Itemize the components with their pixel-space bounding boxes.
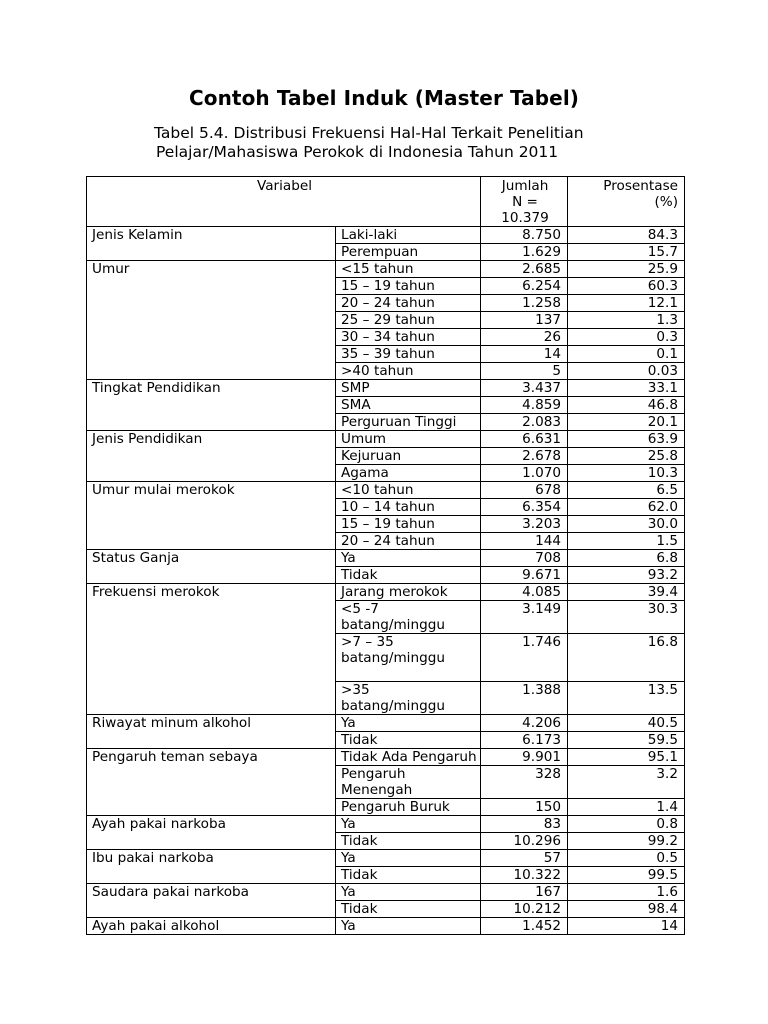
- jumlah-cell: 1.629: [481, 244, 568, 261]
- category-cell: Tidak: [336, 567, 481, 584]
- jumlah-cell: 10.322: [481, 867, 568, 884]
- table-row: [87, 749, 685, 766]
- header-prosentase-line-2: (%): [654, 194, 679, 210]
- variable-cell: Ibu pakai narkoba: [87, 850, 336, 884]
- table-row: [87, 227, 685, 244]
- category-cell: >35 batang/minggu: [336, 682, 481, 715]
- jumlah-cell: 137: [481, 312, 568, 329]
- category-cell: Ya: [336, 550, 481, 567]
- prosentase-cell: 12.1: [568, 295, 685, 312]
- jumlah-cell: 6.254: [481, 278, 568, 295]
- category-cell: Tidak: [336, 901, 481, 918]
- jumlah-cell: 9.671: [481, 567, 568, 584]
- table-row: [87, 482, 685, 499]
- table-row: [87, 884, 685, 901]
- jumlah-cell: 10.212: [481, 901, 568, 918]
- jumlah-cell: 1.258: [481, 295, 568, 312]
- category-cell: Ya: [336, 884, 481, 901]
- category-cell: Jarang merokok: [336, 584, 481, 601]
- jumlah-cell: 144: [481, 533, 568, 550]
- prosentase-cell: 10.3: [568, 465, 685, 482]
- category-cell: Pengaruh Buruk: [336, 799, 481, 816]
- header-jumlah-line-2: N =: [512, 194, 538, 210]
- prosentase-cell: 1.5: [568, 533, 685, 550]
- jumlah-cell: 328: [481, 766, 568, 799]
- category-cell: 15 – 19 tahun: [336, 278, 481, 295]
- caption-line-1: Tabel 5.4. Distribusi Frekuensi Hal-Hal Terkait Penelitian: [154, 124, 584, 142]
- category-cell: 20 – 24 tahun: [336, 295, 481, 312]
- jumlah-cell: 3.437: [481, 380, 568, 397]
- jumlah-cell: 6.173: [481, 732, 568, 749]
- jumlah-cell: 2.685: [481, 261, 568, 278]
- category-cell: Ya: [336, 850, 481, 867]
- prosentase-cell: 25.8: [568, 448, 685, 465]
- jumlah-cell: 678: [481, 482, 568, 499]
- prosentase-cell: 46.8: [568, 397, 685, 414]
- prosentase-cell: 99.2: [568, 833, 685, 850]
- header-variabel: Variabel: [87, 177, 481, 227]
- prosentase-cell: 1.3: [568, 312, 685, 329]
- prosentase-cell: 0.03: [568, 363, 685, 380]
- header-jumlah-line-1: Jumlah: [501, 178, 549, 194]
- jumlah-cell: 708: [481, 550, 568, 567]
- jumlah-cell: 4.206: [481, 715, 568, 732]
- category-cell: <15 tahun: [336, 261, 481, 278]
- variable-cell: Frekuensi merokok: [87, 584, 336, 715]
- jumlah-cell: 1.452: [481, 918, 568, 935]
- prosentase-cell: 60.3: [568, 278, 685, 295]
- prosentase-cell: 84.3: [568, 227, 685, 244]
- prosentase-cell: 59.5: [568, 732, 685, 749]
- jumlah-cell: 4.859: [481, 397, 568, 414]
- category-cell: Laki-laki: [336, 227, 481, 244]
- category-cell: 10 – 14 tahun: [336, 499, 481, 516]
- prosentase-cell: 0.5: [568, 850, 685, 867]
- jumlah-cell: 2.083: [481, 414, 568, 431]
- jumlah-cell: 9.901: [481, 749, 568, 766]
- prosentase-cell: 95.1: [568, 749, 685, 766]
- prosentase-cell: 93.2: [568, 567, 685, 584]
- jumlah-cell: 3.149: [481, 601, 568, 634]
- table-row: [87, 584, 685, 601]
- jumlah-cell: 83: [481, 816, 568, 833]
- prosentase-cell: 25.9: [568, 261, 685, 278]
- category-cell: SMP: [336, 380, 481, 397]
- jumlah-cell: 1.746: [481, 634, 568, 682]
- header-jumlah-line-3: 10.379: [501, 210, 549, 226]
- category-cell: Ya: [336, 816, 481, 833]
- prosentase-cell: 99.5: [568, 867, 685, 884]
- category-cell: Umum: [336, 431, 481, 448]
- prosentase-cell: 13.5: [568, 682, 685, 715]
- variable-cell: Status Ganja: [87, 550, 336, 584]
- variable-cell: Riwayat minum alkohol: [87, 715, 336, 749]
- variable-cell: Umur mulai merokok: [87, 482, 336, 550]
- category-cell: Ya: [336, 715, 481, 732]
- caption-line-2: Pelajar/Mahasiswa Perokok di Indonesia Tahun 2011: [156, 143, 559, 161]
- table-caption: [150, 124, 710, 162]
- page-title: Contoh Tabel Induk (Master Tabel): [188, 86, 580, 110]
- table-row: [87, 431, 685, 448]
- prosentase-cell: 63.9: [568, 431, 685, 448]
- jumlah-cell: 167: [481, 884, 568, 901]
- category-cell: Perempuan: [336, 244, 481, 261]
- variable-cell: Jenis Pendidikan: [87, 431, 336, 482]
- prosentase-cell: 0.3: [568, 329, 685, 346]
- jumlah-cell: 5: [481, 363, 568, 380]
- category-cell: 35 – 39 tahun: [336, 346, 481, 363]
- header-row: [87, 177, 685, 227]
- table-row: [87, 918, 685, 935]
- jumlah-cell: 4.085: [481, 584, 568, 601]
- prosentase-cell: 1.4: [568, 799, 685, 816]
- category-cell: Tidak Ada Pengaruh: [336, 749, 481, 766]
- header-prosentase-line-1: Prosentase: [603, 178, 679, 194]
- jumlah-cell: 150: [481, 799, 568, 816]
- category-cell: Perguruan Tinggi: [336, 414, 481, 431]
- prosentase-cell: 6.5: [568, 482, 685, 499]
- prosentase-cell: 1.6: [568, 884, 685, 901]
- prosentase-cell: 30.3: [568, 601, 685, 634]
- variable-cell: Tingkat Pendidikan: [87, 380, 336, 431]
- jumlah-cell: 3.203: [481, 516, 568, 533]
- category-cell: SMA: [336, 397, 481, 414]
- prosentase-cell: 30.0: [568, 516, 685, 533]
- jumlah-cell: 57: [481, 850, 568, 867]
- category-cell: 30 – 34 tahun: [336, 329, 481, 346]
- table-row: [87, 550, 685, 567]
- jumlah-cell: 1.070: [481, 465, 568, 482]
- prosentase-cell: 6.8: [568, 550, 685, 567]
- variable-cell: Pengaruh teman sebaya: [87, 749, 336, 816]
- jumlah-cell: 26: [481, 329, 568, 346]
- category-cell: Agama: [336, 465, 481, 482]
- table-row: [87, 715, 685, 732]
- category-cell: Tidak: [336, 867, 481, 884]
- prosentase-cell: 20.1: [568, 414, 685, 431]
- prosentase-cell: 15.7: [568, 244, 685, 261]
- category-cell: <5 -7 batang/minggu: [336, 601, 481, 634]
- variable-cell: Jenis Kelamin: [87, 227, 336, 261]
- jumlah-cell: 14: [481, 346, 568, 363]
- header-jumlah: [481, 177, 568, 227]
- prosentase-cell: 33.1: [568, 380, 685, 397]
- variable-cell: Ayah pakai narkoba: [87, 816, 336, 850]
- prosentase-cell: 39.4: [568, 584, 685, 601]
- category-cell: >40 tahun: [336, 363, 481, 380]
- header-prosentase: [568, 177, 685, 227]
- category-cell: 15 – 19 tahun: [336, 516, 481, 533]
- jumlah-cell: 8.750: [481, 227, 568, 244]
- category-cell: 25 – 29 tahun: [336, 312, 481, 329]
- category-cell: Tidak: [336, 833, 481, 850]
- variable-cell: Ayah pakai alkohol: [87, 918, 336, 935]
- prosentase-cell: 40.5: [568, 715, 685, 732]
- variable-cell: Umur: [87, 261, 336, 380]
- category-cell: Ya: [336, 918, 481, 935]
- prosentase-cell: 3.2: [568, 766, 685, 799]
- jumlah-cell: 10.296: [481, 833, 568, 850]
- prosentase-cell: 0.1: [568, 346, 685, 363]
- jumlah-cell: 6.354: [481, 499, 568, 516]
- table-row: [87, 380, 685, 397]
- table-body: [87, 227, 685, 935]
- master-table: [86, 176, 685, 935]
- prosentase-cell: 16.8: [568, 634, 685, 682]
- variable-cell: Saudara pakai narkoba: [87, 884, 336, 918]
- prosentase-cell: 98.4: [568, 901, 685, 918]
- table-header: [87, 177, 685, 227]
- table-row: [87, 850, 685, 867]
- table-row: [87, 816, 685, 833]
- prosentase-cell: 0.8: [568, 816, 685, 833]
- table-row: [87, 261, 685, 278]
- jumlah-cell: 6.631: [481, 431, 568, 448]
- category-cell: Kejuruan: [336, 448, 481, 465]
- prosentase-cell: 62.0: [568, 499, 685, 516]
- category-cell: Pengaruh Menengah: [336, 766, 481, 799]
- category-cell: Tidak: [336, 732, 481, 749]
- jumlah-cell: 2.678: [481, 448, 568, 465]
- category-cell: >7 – 35 batang/minggu: [336, 634, 481, 682]
- category-cell: <10 tahun: [336, 482, 481, 499]
- jumlah-cell: 1.388: [481, 682, 568, 715]
- category-cell: 20 – 24 tahun: [336, 533, 481, 550]
- prosentase-cell: 14: [568, 918, 685, 935]
